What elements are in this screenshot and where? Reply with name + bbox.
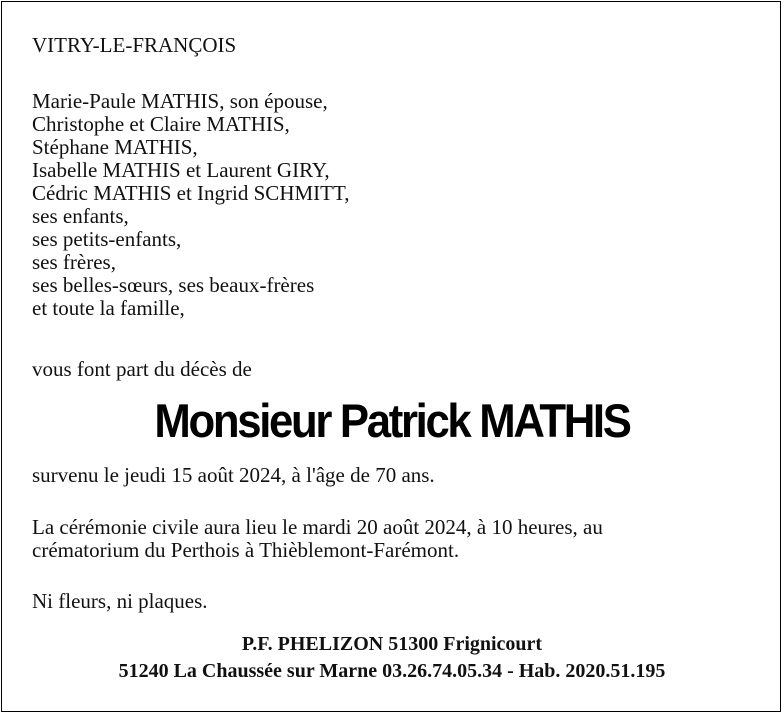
family-line: Christophe et Claire MATHIS,: [32, 112, 290, 136]
family-line: ses belles-sœurs, ses beaux-frères: [32, 273, 315, 297]
death-info: survenu le jeudi 15 août 2024, à l'âge de 70 ans.: [32, 463, 435, 487]
family-line: et toute la famille,: [32, 296, 185, 320]
ceremony-line-1: La cérémonie civile aura lieu le mardi 20 août 2024, à 10 heures, au: [32, 515, 603, 539]
family-line: Isabelle MATHIS et Laurent GIRY,: [32, 158, 330, 182]
deceased-name: Monsieur Patrick MATHIS: [154, 394, 630, 447]
family-line: ses frères,: [32, 250, 116, 274]
announcement-text: vous font part du décès de: [32, 357, 252, 381]
family-line: ses petits-enfants,: [32, 227, 182, 251]
ceremony-line-2: crématorium du Perthois à Thièblemont-Farémont.: [32, 538, 460, 562]
family-line: Marie-Paule MATHIS, son épouse,: [32, 89, 328, 113]
family-line: Stéphane MATHIS,: [32, 135, 198, 159]
funeral-home-name: P.F. PHELIZON 51300 Frignicourt: [241, 633, 543, 655]
note-text: Ni fleurs, ni plaques.: [32, 589, 208, 613]
family-line: Cédric MATHIS et Ingrid SCHMITT,: [32, 181, 350, 205]
city-heading: VITRY-LE-FRANÇOIS: [32, 33, 237, 57]
family-line: ses enfants,: [32, 204, 129, 228]
funeral-home-contact: 51240 La Chaussée sur Marne 03.26.74.05.34 - Hab. 2020.51.195: [118, 660, 666, 682]
